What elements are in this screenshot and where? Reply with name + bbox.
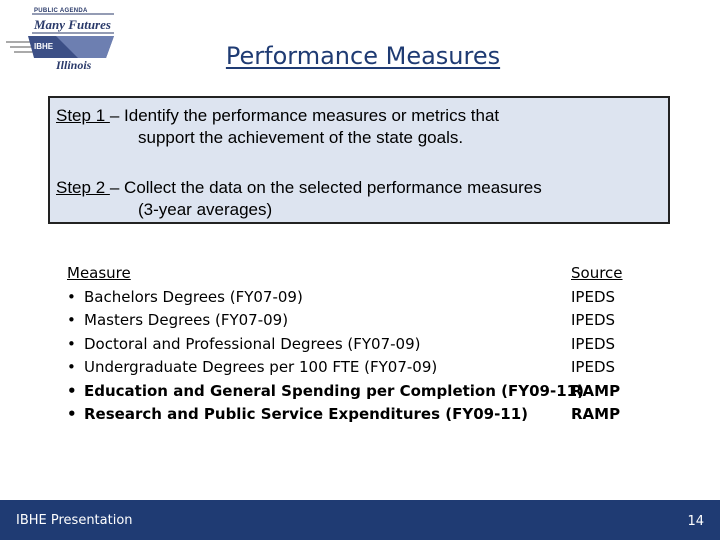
bullet-icon: • bbox=[67, 381, 77, 400]
list-item bbox=[67, 333, 637, 357]
list-item bbox=[67, 286, 637, 310]
measure-source: IPEDS bbox=[571, 311, 616, 329]
bullet-icon: • bbox=[67, 334, 76, 353]
measure-source: IPEDS bbox=[571, 334, 616, 353]
logo-ibhe-text: IBHE bbox=[34, 42, 54, 51]
measure-name: Research and Public Service Expenditures (FY09-11) bbox=[84, 405, 529, 423]
footer-bar bbox=[0, 500, 720, 540]
bullet-icon: • bbox=[67, 287, 76, 306]
bullet-icon: • bbox=[67, 358, 76, 376]
measure-name: Doctoral and Professional Degrees (FY07-09) bbox=[84, 334, 421, 353]
measure-source: IPEDS bbox=[571, 358, 616, 376]
source-column-header: Source bbox=[571, 264, 623, 282]
steps-box bbox=[48, 96, 670, 224]
list-item bbox=[67, 403, 637, 427]
measure-source: IPEDS bbox=[571, 287, 616, 306]
step-2-text-line2: (3-year averages) bbox=[138, 200, 273, 219]
measure-source: RAMP bbox=[571, 381, 621, 400]
page-number: 14 bbox=[687, 514, 704, 529]
step-2-label: Step 2 bbox=[56, 178, 110, 197]
measure-name: Undergraduate Degrees per 100 FTE (FY07-09) bbox=[84, 358, 438, 376]
logo-line1: Many Futures bbox=[34, 17, 111, 32]
measures-list bbox=[67, 262, 637, 427]
slide-title: Performance Measures bbox=[225, 42, 501, 70]
step-2-text-line1: – Collect the data on the selected performance measures bbox=[109, 178, 542, 197]
step-1-text-line2: support the achievement of the state goals. bbox=[138, 128, 464, 147]
measures-header bbox=[67, 262, 637, 286]
list-item bbox=[67, 309, 637, 333]
measure-name: Education and General Spending per Completion (FY09-11) bbox=[84, 381, 584, 400]
measure-name: Bachelors Degrees (FY07-09) bbox=[84, 287, 303, 306]
slide-title-container bbox=[0, 42, 720, 70]
step-1-text-line1: – Identify the performance measures or metrics that bbox=[109, 106, 500, 125]
list-item bbox=[67, 380, 637, 404]
bullet-icon: • bbox=[67, 311, 76, 329]
measure-source: RAMP bbox=[571, 405, 621, 423]
logo-tagline: PUBLIC AGENDA bbox=[34, 8, 88, 14]
step-1 bbox=[56, 105, 499, 149]
logo-line2: Illinois bbox=[56, 58, 92, 72]
footer-presentation-label: IBHE Presentation bbox=[16, 513, 133, 528]
measure-name: Masters Degrees (FY07-09) bbox=[84, 311, 289, 329]
list-item bbox=[67, 356, 637, 380]
step-1-label: Step 1 bbox=[56, 106, 110, 125]
measure-column-header: Measure bbox=[67, 264, 131, 282]
step-2 bbox=[56, 177, 542, 221]
bullet-icon: • bbox=[67, 405, 77, 423]
